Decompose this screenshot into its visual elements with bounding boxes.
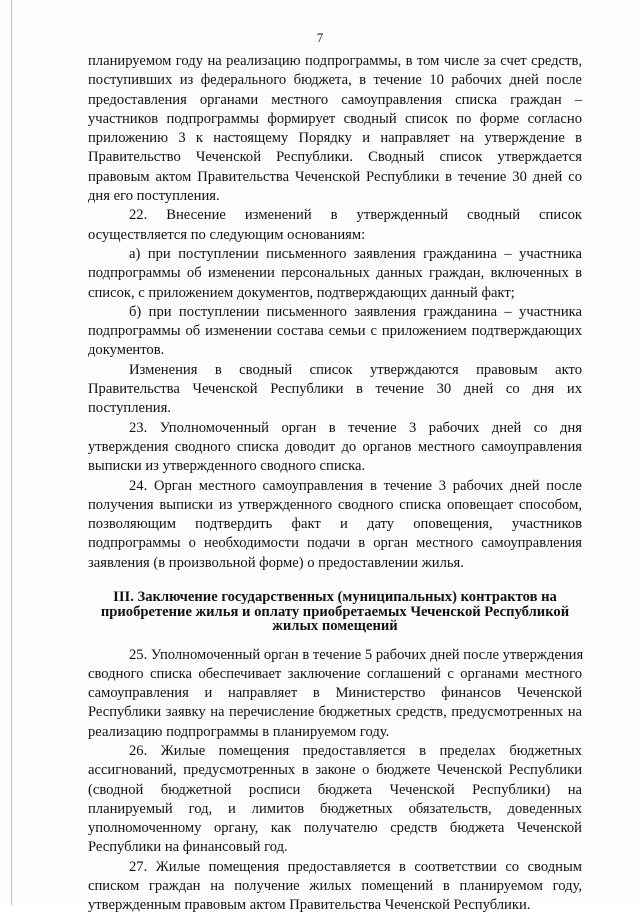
text-line: получения выписки из утвержденного сводного списка оповещает способом, bbox=[88, 496, 582, 513]
text-line: подпрограммы об изменении персональных данных граждан, включенных в bbox=[88, 265, 582, 282]
text-line: 24. Орган местного самоуправления в течение 3 рабочих дней после bbox=[129, 477, 582, 494]
scan-edge-line bbox=[11, 0, 12, 905]
text-line: планируемом году на реализацию подпрограммы, в том числе за счет средств, bbox=[88, 53, 582, 69]
text-line: утвержденным правовым актом Правительства Чеченской Республики. bbox=[88, 897, 531, 914]
text-line: планируемый год, и лимитов бюджетных обязательств, доведенных bbox=[88, 800, 582, 817]
text-line: поступивших из федерального бюджета, в течение 10 рабочих дней после bbox=[88, 72, 582, 89]
text-line: позволяющим подтвердить факт и дату оповещения, участников bbox=[88, 516, 582, 533]
section-heading: жилых помещений bbox=[272, 618, 398, 635]
text-line: подпрограммы о необходимости подачи в орган местного самоуправления bbox=[88, 535, 582, 552]
text-line: а) при поступлении письменного заявления гражданина – участника bbox=[129, 245, 582, 262]
text-line: (сводной бюджетной росписи бюджета Чеченской Республики) на bbox=[88, 781, 582, 798]
text-line: ассигнований, предусмотренных в законе о бюджете Чеченской Республики bbox=[88, 762, 582, 779]
text-line: уполномоченному органу, как получателю средств бюджета Чеченской bbox=[88, 820, 582, 837]
text-line: Изменения в сводный список утверждаются правовым акто bbox=[129, 361, 582, 378]
text-line: подпрограммы об изменении состава семьи с приложением подтверждающих bbox=[88, 323, 582, 340]
text-line: списком граждан на получение жилых помещений в планируемом году, bbox=[88, 878, 582, 895]
text-line: Республики на финансовый год. bbox=[88, 839, 288, 856]
text-line: 22. Внесение изменений в утвержденный сводный список bbox=[129, 207, 582, 224]
text-line: заявления (в произвольной форме) о предоставлении жилья. bbox=[88, 554, 464, 571]
text-line: предоставления органами местного самоуправления списка граждан – bbox=[88, 91, 582, 108]
document-body bbox=[88, 52, 582, 916]
text-line: реализацию подпрограммы в планируемом году. bbox=[88, 723, 390, 740]
text-line: выписки из утвержденного сводного списка. bbox=[88, 458, 366, 475]
section-heading: приобретение жилья и оплату приобретаемых Чеченской Республикой bbox=[100, 603, 570, 620]
text-line: Правительство Чеченской Республики. Сводный список утверждается bbox=[88, 149, 582, 166]
text-line: осуществляется по следующим основаниям: bbox=[88, 226, 366, 243]
text-line: утверждения сводного списка доводит до органов местного самоуправления bbox=[88, 438, 582, 455]
page-number: 7 bbox=[316, 30, 324, 45]
text-line: правовым актом Правительства Чеченской Республики в течение 30 дней со bbox=[88, 168, 582, 185]
text-line: самоуправления и направляет в Министерство финансов Чеченской bbox=[88, 685, 582, 702]
text-line: приложению 3 к настоящему Порядку и направляет на утверждение в bbox=[88, 130, 582, 147]
text-line: участников подпрограммы формирует сводный список по форме согласно bbox=[88, 110, 582, 127]
text-line: дня его поступления. bbox=[88, 188, 220, 205]
text-line: документов. bbox=[88, 342, 165, 359]
text-line: Республики заявку на перечисление бюджетных средств, предусмотренных на bbox=[88, 704, 582, 721]
text-line: 27. Жилые помещения предоставляется в соответствии со сводным bbox=[129, 858, 582, 875]
text-line: б) при поступлении письменного заявления гражданина – участника bbox=[129, 303, 582, 320]
text-line: 26. Жилые помещения предоставляется в пределах бюджетных bbox=[129, 743, 582, 759]
text-line: список, с приложением документов, подтверждающих данный факт; bbox=[88, 284, 515, 301]
text-line: 25. Уполномоченный орган в течение 5 рабочих дней после утверждения bbox=[129, 646, 584, 663]
section-heading: III. Заключение государственных (муниципальных) контрактов на bbox=[113, 589, 557, 606]
text-line: Правительства Чеченской Республики в течение 30 дней со дня их bbox=[88, 381, 582, 398]
text-line: поступления. bbox=[88, 400, 171, 417]
text-line: сводного списка обеспечивает заключение соглашений с органами местного bbox=[88, 665, 582, 682]
text-line: 23. Уполномоченный орган в течение 3 рабочих дней со дня bbox=[129, 419, 582, 436]
